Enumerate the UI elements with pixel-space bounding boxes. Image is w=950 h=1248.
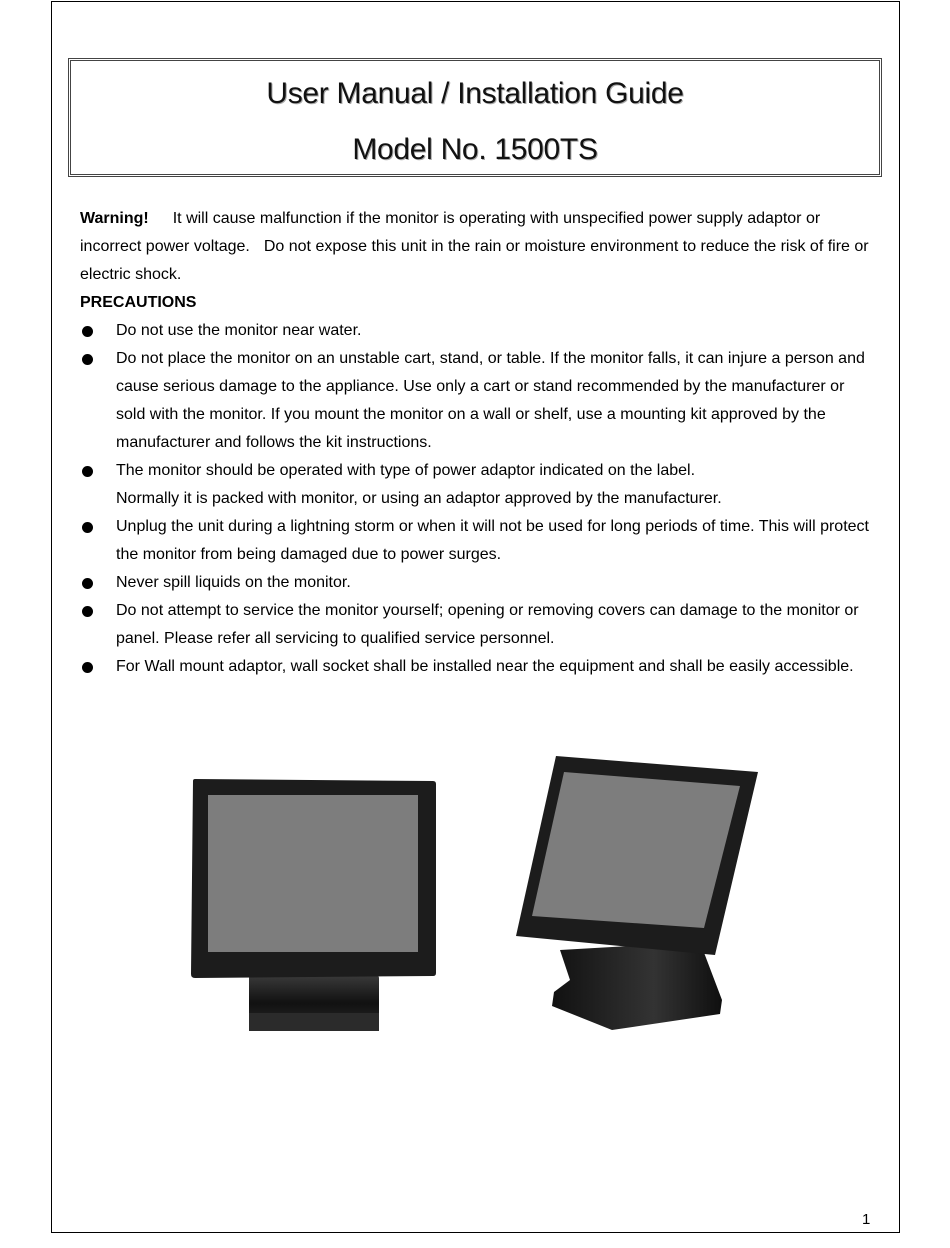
list-item: Never spill liquids on the monitor. bbox=[80, 569, 875, 597]
list-item: Do not attempt to service the monitor yourself; opening or removing covers can damage to the monitor or panel. Please refer all servicing to qualified service personnel. bbox=[80, 597, 875, 653]
bullet-icon bbox=[82, 326, 93, 337]
document-title: User Manual / Installation Guide bbox=[266, 77, 684, 110]
title-box bbox=[68, 58, 882, 177]
bullet-icon bbox=[82, 662, 93, 673]
monitor-front-image bbox=[185, 775, 445, 1037]
bullet-icon bbox=[82, 466, 93, 477]
precautions-heading: PRECAUTIONS bbox=[80, 294, 197, 311]
list-item: The monitor should be operated with type of power adaptor indicated on the label. Normally it is packed with monitor, or using an adaptor approved by the manufacturer. bbox=[80, 457, 875, 513]
list-item: Do not place the monitor on an unstable cart, stand, or table. If the monitor falls, it can injure a person and cause serious damage to the appliance. Use only a cart or stand recommended by the manufacturer or sold with the monitor. If you mount the monitor on a wall or shelf, use a mounting kit approved by the manufacturer and follows the kit instructions. bbox=[80, 345, 875, 457]
bullet-icon bbox=[82, 354, 93, 365]
warning-text-2: Do not expose this unit in the rain or moisture environment to reduce the risk of fire or electric shock. bbox=[80, 238, 869, 283]
page-number: 1 bbox=[862, 1211, 871, 1228]
monitor-angled-image bbox=[510, 752, 765, 1034]
bullet-icon bbox=[82, 522, 93, 533]
model-number: Model No. 1500TS bbox=[352, 133, 598, 166]
warning-label: Warning! bbox=[80, 210, 149, 227]
list-item: Unplug the unit during a lightning storm or when it will not be used for long periods of time. This will protect the monitor from being damaged due to power surges. bbox=[80, 513, 875, 569]
list-item: Do not use the monitor near water. bbox=[80, 317, 875, 345]
bullet-icon bbox=[82, 606, 93, 617]
warning-paragraph bbox=[80, 205, 875, 289]
warning-text-1: It will cause malfunction if the monitor is operating with unspecified power supply adaptor or incorrect power voltage. bbox=[80, 210, 821, 255]
list-item: For Wall mount adaptor, wall socket shall be installed near the equipment and shall be easily accessible. bbox=[80, 653, 875, 681]
precautions-list bbox=[80, 317, 875, 681]
bullet-icon bbox=[82, 578, 93, 589]
body-text bbox=[80, 205, 875, 681]
